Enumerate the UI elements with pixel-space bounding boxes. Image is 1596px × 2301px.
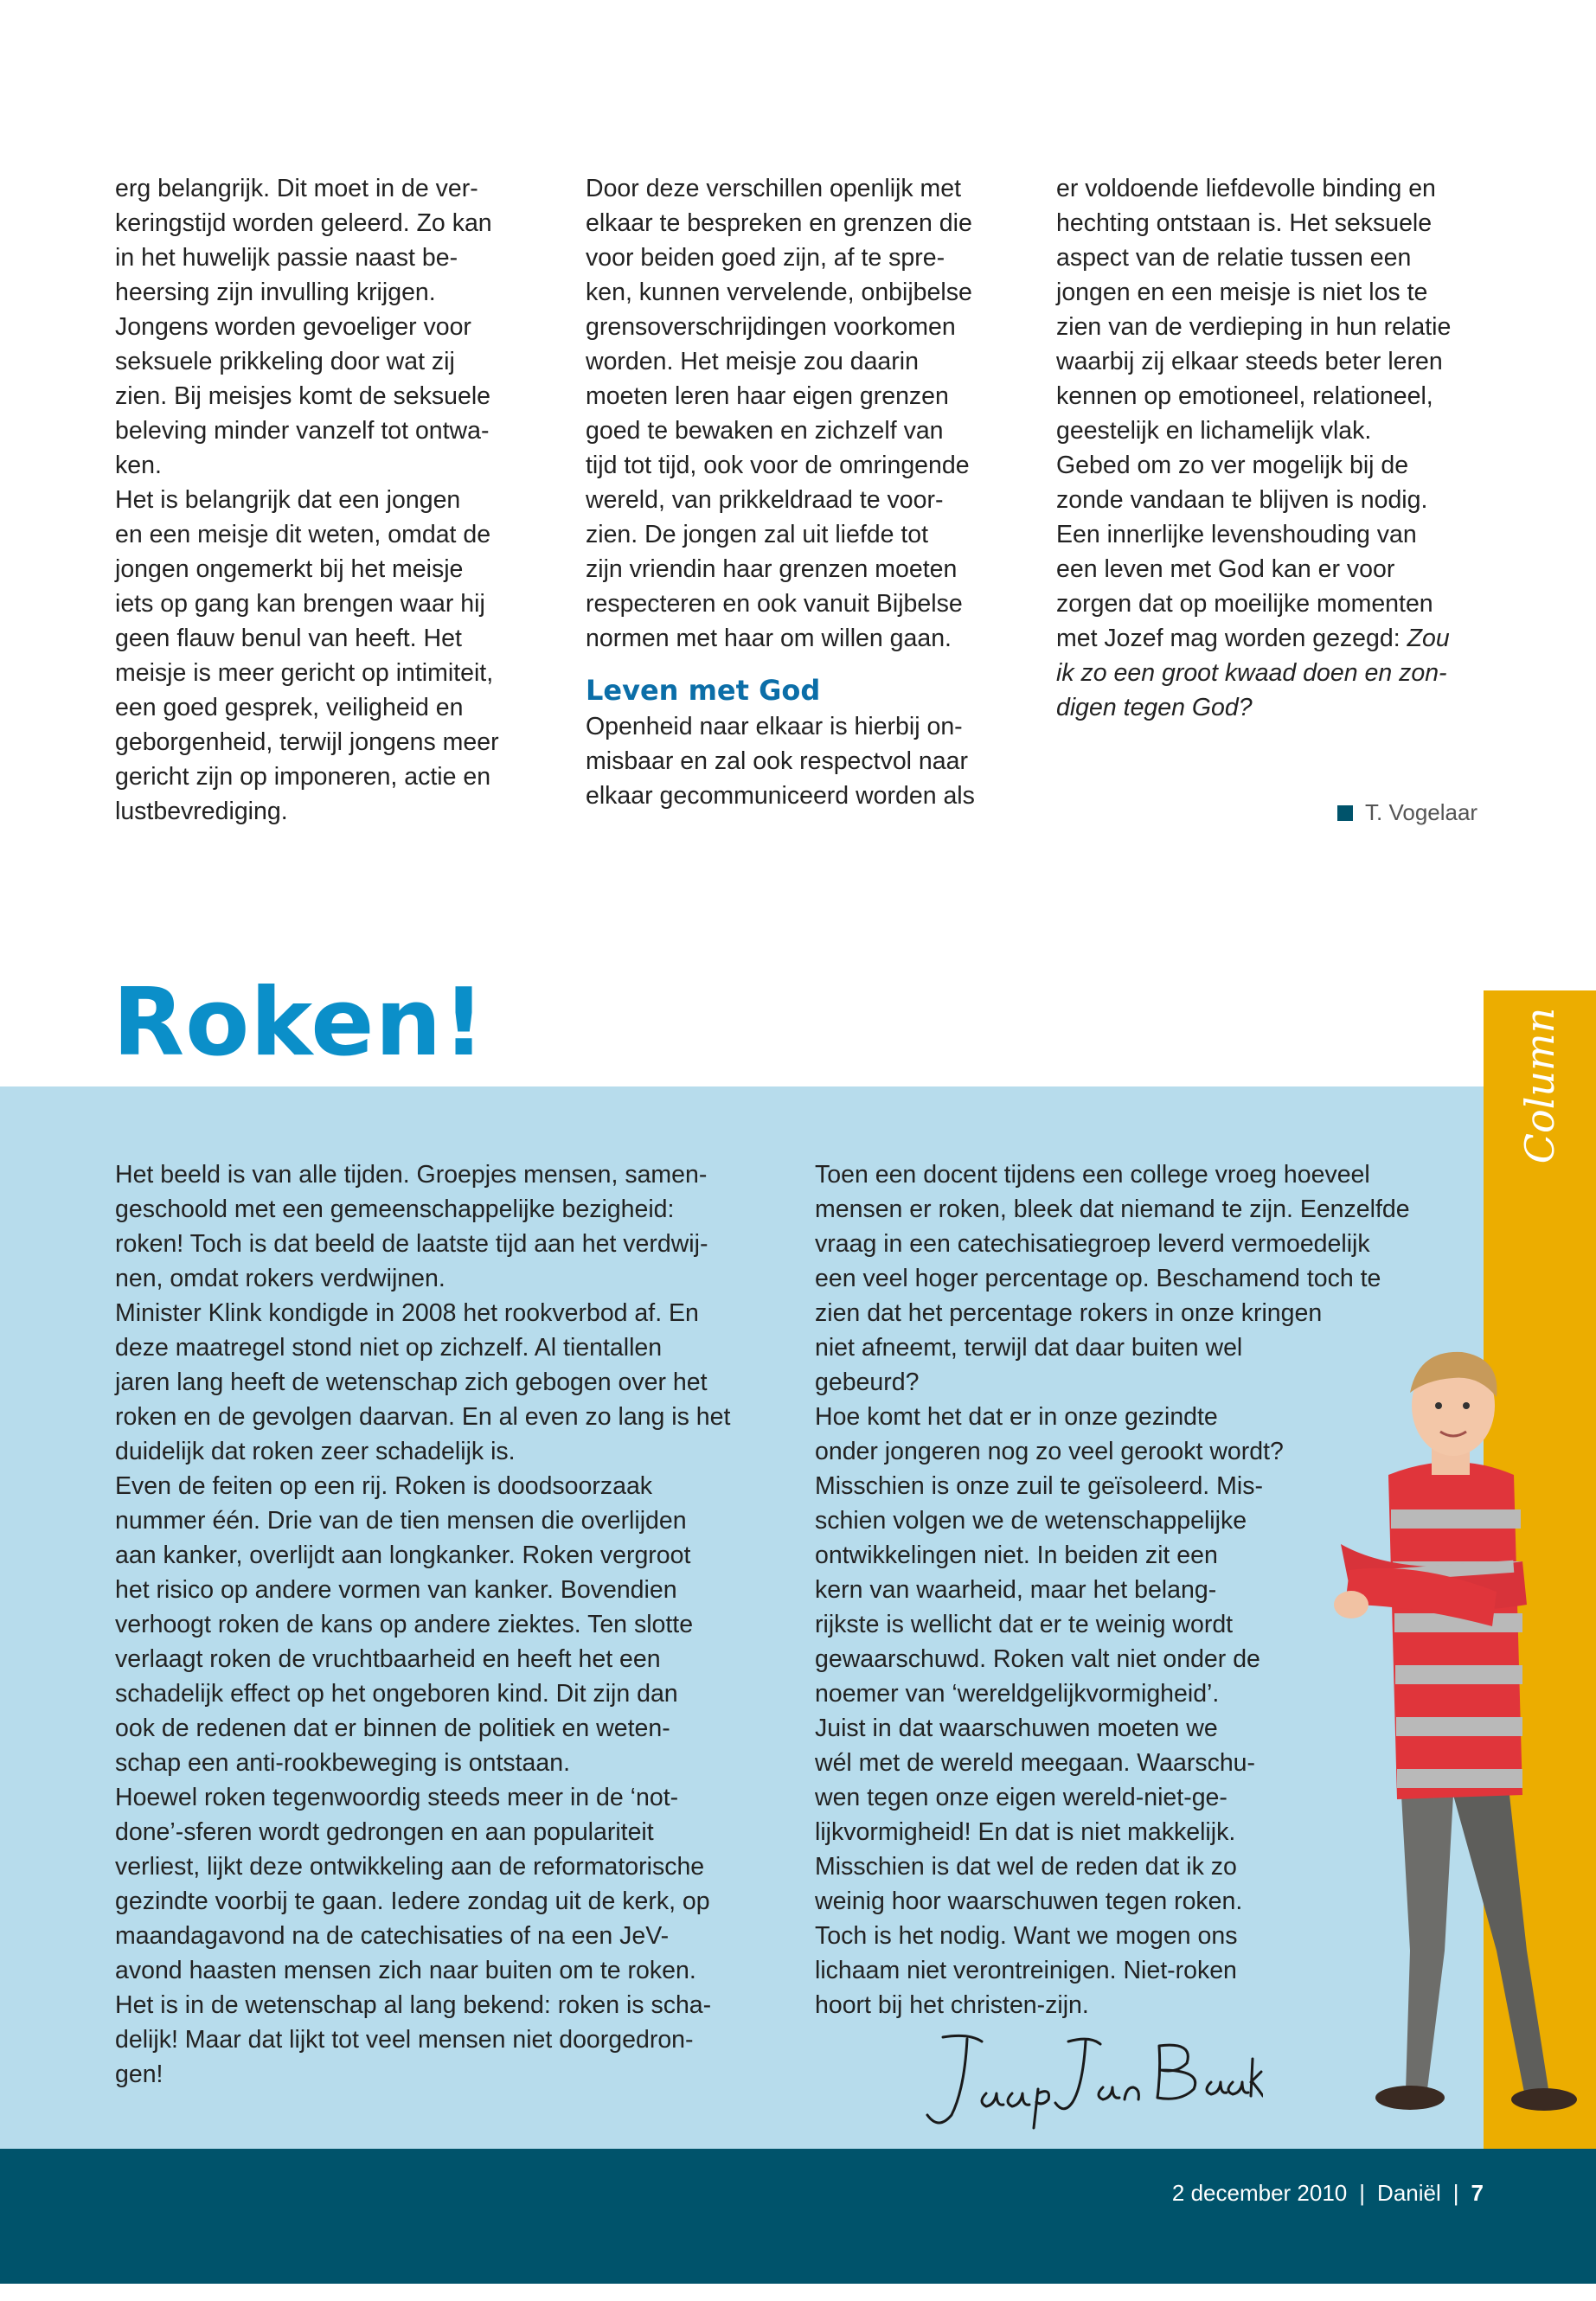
text-line: ook de redenen dat er binnen de politiek en weten- <box>115 1715 670 1742</box>
text-line: een goed gesprek, veiligheid en <box>115 694 464 721</box>
text-line: iets op gang kan brengen waar hij <box>115 590 485 618</box>
text-line: onder jongeren nog zo veel gerookt wordt? <box>815 1438 1284 1465</box>
text-line: er voldoende liefdevolle binding en <box>1056 175 1436 202</box>
text-line: Het beeld is van alle tijden. Groepjes mensen, samen- <box>115 1161 708 1189</box>
text-line: worden. Het meisje zou daarin <box>586 348 919 375</box>
text-line: geschoold met een gemeenschappelijke bezigheid: <box>115 1195 675 1223</box>
text-line: gezindte voorbij te gaan. Iedere zondag uit de kerk, op <box>115 1888 710 1915</box>
text-line: jongen ongemerkt bij het meisje <box>115 555 464 583</box>
top-column-3 <box>1056 171 1506 725</box>
text-line: en een meisje dit weten, omdat de <box>115 521 491 548</box>
page-number: 7 <box>1471 2180 1484 2206</box>
top-col3-italic-lines <box>1056 656 1506 725</box>
subheading-leven-met-god: Leven met God <box>586 674 821 707</box>
text-line: wereld, van prikkeldraad te voor- <box>586 486 944 514</box>
text-line: zonde vandaan te blijven is nodig. <box>1056 486 1428 514</box>
text-line: Toen een docent tijdens een college vroeg hoeveel <box>815 1161 1370 1189</box>
text-line: roken! Toch is dat beeld de laatste tijd aan het verdwij- <box>115 1230 708 1258</box>
text-line: avond haasten mensen zich naar buiten om te roken. <box>115 1957 696 1984</box>
text-line: keringstijd worden geleerd. Zo kan <box>115 209 492 237</box>
square-bullet-icon <box>1337 805 1353 821</box>
text-line: deze maatregel stond niet op zichzelf. Al tientallen <box>115 1334 663 1362</box>
text-line: elkaar gecommuniceerd worden als <box>586 782 975 810</box>
text-line: geborgenheid, terwijl jongens meer <box>115 728 499 756</box>
text-line: zien dat het percentage rokers in onze kringen <box>815 1299 1323 1327</box>
text-line: schadelijk effect op het ongeboren kind. Dit zijn dan <box>115 1680 678 1708</box>
text-line: lijkvormigheid! En dat is niet makkelijk. <box>815 1818 1236 1846</box>
text-line: hoort bij het christen-zijn. <box>815 1991 1089 2019</box>
top-col3-lines <box>1056 171 1506 621</box>
text-line: Minister Klink kondigde in 2008 het rookverbod af. En <box>115 1299 699 1327</box>
column-label: Column <box>1516 1007 1563 1164</box>
text-line: Toch is het nodig. Want we mogen ons <box>815 1922 1238 1950</box>
top-col2-lines <box>586 171 1035 656</box>
text-line: schien volgen we de wetenschappelijke <box>815 1507 1247 1535</box>
text-line: gericht zijn op imponeren, actie en <box>115 763 491 791</box>
text-line: wél met de wereld meegaan. Waarschu- <box>815 1749 1256 1777</box>
text-line: gen! <box>115 2061 163 2088</box>
text-line: niet afneemt, terwijl dat daar buiten wel <box>815 1334 1243 1362</box>
text-line: kern van waarheid, maar het belang- <box>815 1576 1217 1604</box>
column-col1-lines <box>115 1157 790 2092</box>
text-line: Hoe komt het dat er in onze gezindte <box>815 1403 1218 1431</box>
footer-magazine: Daniël <box>1377 2180 1441 2206</box>
text-line: done’-sferen wordt gedrongen en aan populariteit <box>115 1818 654 1846</box>
top-col2-after-lines <box>586 709 1035 813</box>
text-line: lustbevrediging. <box>115 798 288 825</box>
text-line: voor beiden goed zijn, af te spre- <box>586 244 945 272</box>
author-signoff <box>1337 799 1477 826</box>
text-line: erg belangrijk. Dit moet in de ver- <box>115 175 478 202</box>
column-body-1 <box>115 1157 790 2092</box>
text-line: delijk! Maar dat lijkt tot veel mensen niet doorgedron- <box>115 2026 694 2054</box>
text-line: normen met haar om willen gaan. <box>586 625 952 652</box>
text-line: nen, omdat rokers verdwijnen. <box>115 1265 445 1292</box>
text-line: gebeurd? <box>815 1368 920 1396</box>
text-line: jaren lang heeft de wetenschap zich gebogen over het <box>115 1368 708 1396</box>
text-line: Misschien is onze zuil te geïsoleerd. Mis- <box>815 1472 1263 1500</box>
text-line: heersing zijn invulling krijgen. <box>115 279 436 306</box>
text-line: moeten leren haar eigen grenzen <box>586 382 949 410</box>
text-line: elkaar te bespreken en grenzen die <box>586 209 972 237</box>
text-line: verlaagt roken de vruchtbaarheid en heeft het een <box>115 1645 661 1673</box>
text-line: gewaarschuwd. Roken valt niet onder de <box>815 1645 1260 1673</box>
footer-separator: | <box>1359 2180 1366 2206</box>
text-line: maandagavond na de catechisaties of na een JeV- <box>115 1922 670 1950</box>
text-line: ken. <box>115 452 162 479</box>
text-line: tijd tot tijd, ook voor de omringende <box>586 452 970 479</box>
text-line: mensen er roken, bleek dat niemand te zijn. Eenzelfde <box>815 1195 1410 1223</box>
text-line: verhoogt roken de kans op andere ziektes. Ten slotte <box>115 1611 694 1638</box>
text-line: in het huwelijk passie naast be- <box>115 244 458 272</box>
text-line: het risico op andere vormen van kanker. Bovendien <box>115 1576 677 1604</box>
bottom-margin <box>0 2284 1596 2301</box>
text-line: duidelijk dat roken zeer schadelijk is. <box>115 1438 516 1465</box>
text-line: hechting ontstaan is. Het seksuele <box>1056 209 1433 237</box>
text-line: Door deze verschillen openlijk met <box>586 175 962 202</box>
text-line: waarbij zij elkaar steeds beter leren <box>1056 348 1443 375</box>
text-line: nummer één. Drie van de tien mensen die overlijden <box>115 1507 687 1535</box>
text-line: kennen op emotioneel, relationeel, <box>1056 382 1433 410</box>
text-line: zorgen dat op moeilijke momenten <box>1056 590 1433 618</box>
text-line: Openheid naar elkaar is hierbij on- <box>586 713 963 740</box>
text-line: seksuele prikkeling door wat zij <box>115 348 455 375</box>
text-line: grensoverschrijdingen voorkomen <box>586 313 956 341</box>
text-line: lichaam niet verontreinigen. Niet-roken <box>815 1957 1237 1984</box>
text-line: ik zo een groot kwaad doen en zon- <box>1056 659 1447 687</box>
text-line: Het is belangrijk dat een jongen <box>115 486 461 514</box>
text-line: wen tegen onze eigen wereld-niet-ge- <box>815 1784 1227 1811</box>
text-line: Even de feiten op een rij. Roken is doodsoorzaak <box>115 1472 653 1500</box>
text-line: een veel hoger percentage op. Beschamend toch te <box>815 1265 1381 1292</box>
text-line: Juist in dat waarschuwen moeten we <box>815 1715 1218 1742</box>
text-line: rijkste is wellicht dat er te weinig wordt <box>815 1611 1234 1638</box>
text-line: geen flauw benul van heeft. Het <box>115 625 462 652</box>
author-name: T. Vogelaar <box>1365 799 1478 825</box>
text-line: Een innerlijke levenshouding van <box>1056 521 1417 548</box>
top-col1-lines <box>115 171 556 829</box>
text-line: Hoewel roken tegenwoordig steeds meer in de ‘not- <box>115 1784 679 1811</box>
text-line: ontwikkelingen niet. In beiden zit een <box>815 1541 1218 1569</box>
text-line: zijn vriendin haar grenzen moeten <box>586 555 958 583</box>
text-line: misbaar en zal ook respectvol naar <box>586 747 968 775</box>
top-column-1 <box>115 171 556 829</box>
person-illustration <box>1324 1345 1583 2124</box>
text-line: digen tegen God? <box>1056 694 1253 721</box>
text-line: ken, kunnen vervelende, onbijbelse <box>586 279 972 306</box>
text-line: vraag in een catechisatiegroep leverd vermoedelijk <box>815 1230 1370 1258</box>
text-line: zien. De jongen zal uit liefde tot <box>586 521 929 548</box>
top-col3-line: met Jozef mag worden gezegd: Zou <box>1056 625 1450 652</box>
text-line: weinig hoor waarschuwen tegen roken. <box>815 1888 1243 1915</box>
text-line: Gebed om zo ver mogelijk bij de <box>1056 452 1409 479</box>
top-column-2 <box>586 171 1035 813</box>
text-line: Misschien is dat wel de reden dat ik zo <box>815 1853 1237 1881</box>
text-line: een leven met God kan er voor <box>1056 555 1395 583</box>
text-line: zien. Bij meisjes komt de seksuele <box>115 382 491 410</box>
text-line: Jongens worden gevoeliger voor <box>115 313 471 341</box>
column-title: Roken! <box>112 969 486 1077</box>
text-line: geestelijk en lichamelijk vlak. <box>1056 417 1372 445</box>
text-line: roken en de gevolgen daarvan. En al even zo lang is het <box>115 1403 731 1431</box>
text-line: goed te bewaken en zichzelf van <box>586 417 944 445</box>
handwritten-signature <box>917 2020 1263 2141</box>
footer-date: 2 december 2010 <box>1171 2180 1348 2206</box>
footer-bar <box>0 2149 1596 2284</box>
text-line: beleving minder vanzelf tot ontwa- <box>115 417 490 445</box>
text-line: respecteren en ook vanuit Bijbelse <box>586 590 963 618</box>
text-line: aspect van de relatie tussen een <box>1056 244 1412 272</box>
text-line: zien van de verdieping in hun relatie <box>1056 313 1452 341</box>
text-line: noemer van ‘wereldgelijkvormigheid’. <box>815 1680 1220 1708</box>
text-line: meisje is meer gericht op intimiteit, <box>115 659 494 687</box>
text-line: Het is in de wetenschap al lang bekend: roken is scha- <box>115 1991 712 2019</box>
text-line: aan kanker, overlijdt aan longkanker. Roken vergroot <box>115 1541 691 1569</box>
text-line: jongen en een meisje is niet los te <box>1056 279 1428 306</box>
footer-separator-2: | <box>1452 2180 1459 2206</box>
footer-info <box>1172 2180 1484 2207</box>
text-line: verliest, lijkt deze ontwikkeling aan de reformatorische <box>115 1853 705 1881</box>
text-line: schap een anti-rookbeweging is ontstaan. <box>115 1749 571 1777</box>
